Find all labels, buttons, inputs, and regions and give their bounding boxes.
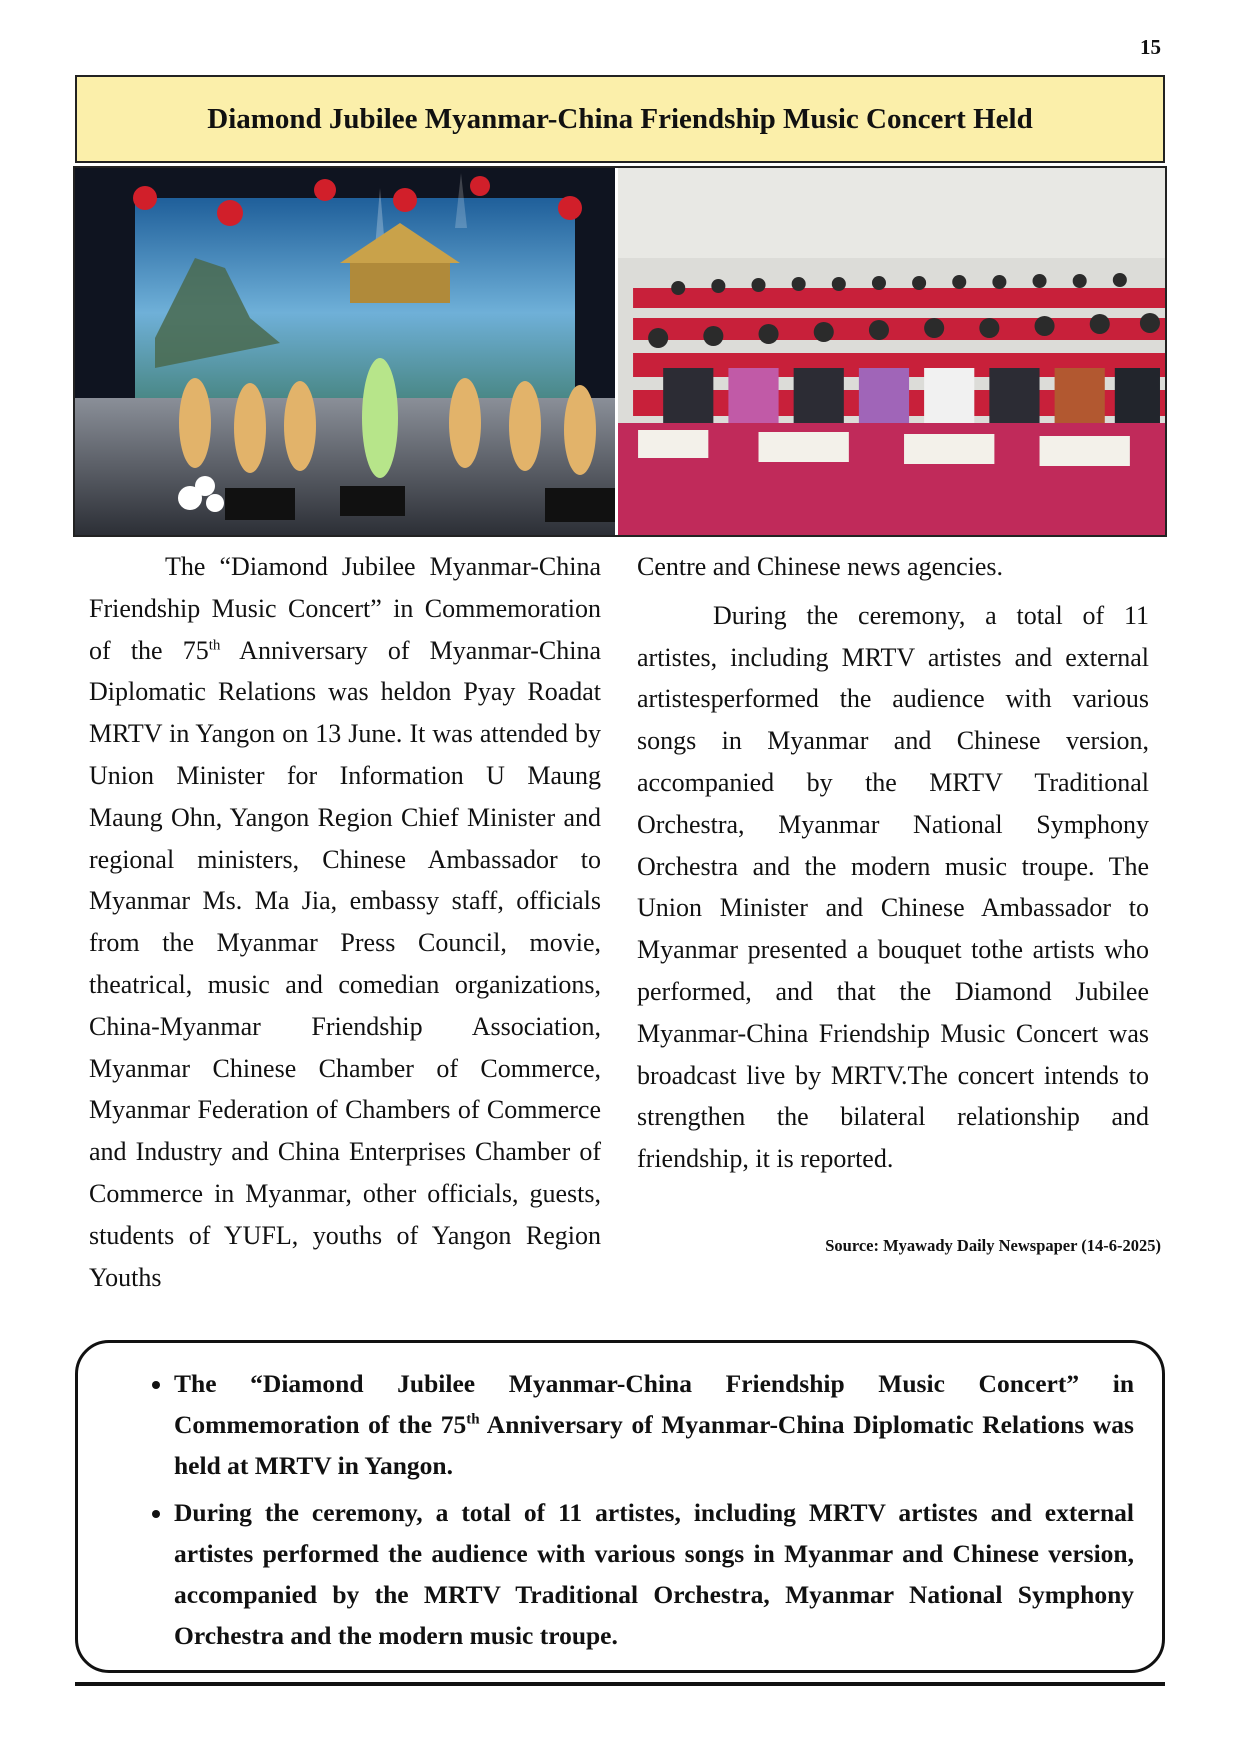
article-column-left [89, 546, 601, 1298]
concert-stage-photo [75, 168, 618, 535]
superscript: th [466, 1411, 480, 1428]
summary-bullet-2: • During the ceremony, a total of 11 artistes, including MRTV artistes and external artistes performed the audience with various songs in Myanmar and Chinese version, accompanied by the MRTV Traditional Orchestra, Myanmar National Symphony Orchestra and the modern music troupe. [174, 1492, 1134, 1656]
article-paragraph-2: During the ceremony, a total of 11 artistes, including MRTV artistes and external artistesperformed the audience with various songs in Myanmar and Chinese version, accompanied by the MRTV Traditional Orchestra, Myanmar National Symphony Orchestra and the modern music troupe. The Union Minister and Chinese Ambassador to Myanmar presented a bouquet tothe artists who performed, and that the Diamond Jubilee Myanmar-China Friendship Music Concert was broadcast live by MRTV.The concert intends to strengthen the bilateral relationship and friendship, it is reported. [637, 600, 1149, 1174]
article-paragraph-1-continued: Centre and Chinese news agencies. [637, 552, 1004, 581]
source-citation: Source: Myawady Daily Newspaper (14-6-2025) [825, 1236, 1161, 1255]
bottom-rule [75, 1682, 1165, 1686]
paragraph-text: Anniversary of Myanmar-China Diplomatic Relations was heldon Pyay Roadat MRTV in Yangon on 13 June. It was attended by Union Minister for Information U Maung Maung Ohn, Yangon Region Chief Minister and regional ministers, Chinese Ambassador to Myanmar Ms. Ma Jia, embassy staff, officials from the Myanmar Press Council, movie, theatrical, music and comedian organizations, China-Myanmar Friendship Association, Myanmar Chinese Chamber of Commerce, Myanmar Federation of Chambers of Commerce and Industry and China Enterprises Chamber of Commerce in Myanmar, other officials, guests, students of YUFL, youths of Yangon Region Youths [89, 635, 602, 1292]
audience-photo [618, 168, 1165, 535]
page-number: 15 [1140, 35, 1161, 59]
bullet-text: Anniversary of Myanmar-China Diplomatic Relations was held at MRTV in Yangon. [174, 1410, 1134, 1480]
photo-strip [73, 166, 1167, 537]
bullet-text: The “Diamond Jubilee Myanmar-China Friendship Music Concert” in Commemoration of the 75 [174, 1369, 1134, 1439]
article-column-right [637, 546, 1149, 1180]
summary-bullet-1 [174, 1363, 1134, 1486]
article-title: Diamond Jubilee Myanmar-China Friendship Music Concert Held [75, 75, 1165, 163]
summary-box [75, 1340, 1165, 1673]
article-paragraph-1 [89, 546, 601, 1298]
paragraph-text: The “Diamond Jubilee Myanmar-China Friendship Music Concert” in Commemoration of the 75 [89, 552, 601, 665]
superscript: th [208, 636, 221, 653]
summary-list [128, 1363, 1134, 1656]
